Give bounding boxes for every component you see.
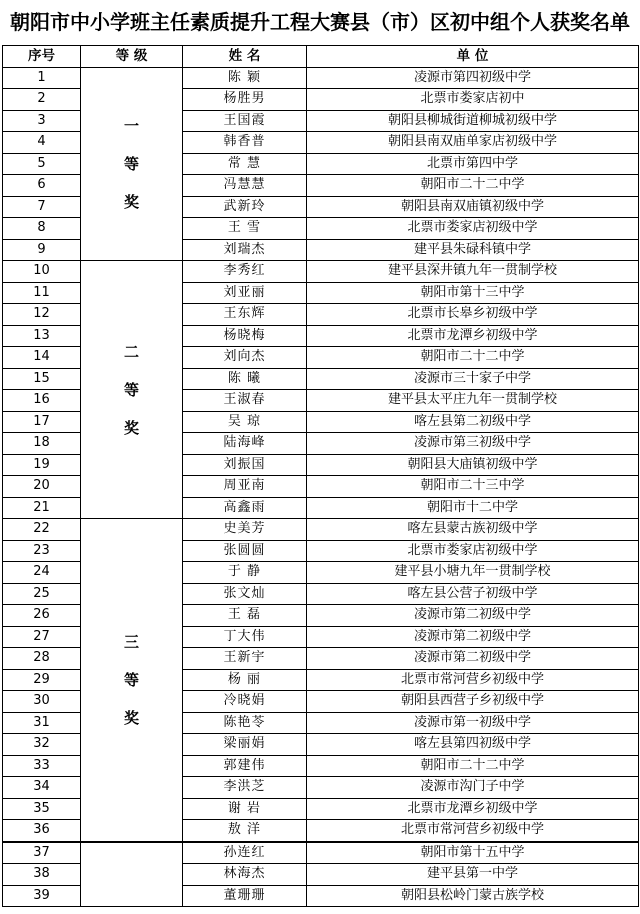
award-level-char: 等: [123, 380, 139, 399]
winner-name: 史美芳: [183, 519, 307, 541]
winner-school: 北票市龙潭乡初级中学: [307, 798, 639, 820]
winner-name: 李秀红: [183, 261, 307, 283]
winner-school: 北票市龙潭乡初级中学: [307, 325, 639, 347]
row-number: 15: [3, 368, 81, 390]
award-level-char: 奖: [123, 418, 139, 437]
winner-name: 陆海峰: [183, 433, 307, 455]
winner-school: 北票市娄家店初级中学: [307, 540, 639, 562]
winner-school: 北票市常河营乡初级中学: [307, 820, 639, 842]
row-number: 29: [3, 669, 81, 691]
row-number: 2: [3, 89, 81, 111]
winner-name: 刘振国: [183, 454, 307, 476]
winner-school: 北票市第四中学: [307, 153, 639, 175]
row-number: 32: [3, 734, 81, 756]
winner-school: 朝阳市二十二中学: [307, 755, 639, 777]
award-level-cell: [81, 261, 183, 519]
row-number: 27: [3, 626, 81, 648]
winner-school: 建平县第一中学: [307, 864, 639, 886]
row-number: 6: [3, 175, 81, 197]
winner-school: 北票市常河营乡初级中学: [307, 669, 639, 691]
winner-name: 韩香普: [183, 132, 307, 154]
winner-school: 建平县朱碌科镇中学: [307, 239, 639, 261]
winner-name: 陈 颖: [183, 67, 307, 89]
winner-name: 敖 洋: [183, 820, 307, 842]
row-number: 3: [3, 110, 81, 132]
winner-name: 高鑫雨: [183, 497, 307, 519]
winner-name: 王 雪: [183, 218, 307, 240]
winner-name: 冷晓娟: [183, 691, 307, 713]
winner-name: 王东辉: [183, 304, 307, 326]
award-level-char: 一: [123, 116, 139, 135]
row-number: 10: [3, 261, 81, 283]
row-number: 22: [3, 519, 81, 541]
winner-school: 北票市娄家店初中: [307, 89, 639, 111]
row-number: 18: [3, 433, 81, 455]
table-row: [3, 519, 639, 541]
table-row: [3, 842, 639, 864]
award-level-label: [81, 633, 182, 727]
winner-name: 杨胜男: [183, 89, 307, 111]
winner-school: 凌源市第二初级中学: [307, 648, 639, 670]
winner-school: 朝阳县大庙镇初级中学: [307, 454, 639, 476]
award-level-label: [81, 343, 182, 437]
header-no: 序号: [3, 46, 81, 68]
winner-school: 建平县小塘九年一贯制学校: [307, 562, 639, 584]
winner-name: 林海杰: [183, 864, 307, 886]
winner-school: 朝阳市十二中学: [307, 497, 639, 519]
winner-school: 朝阳县松岭门蒙古族学校: [307, 885, 639, 907]
row-number: 7: [3, 196, 81, 218]
header-name: 姓 名: [183, 46, 307, 68]
row-number: 28: [3, 648, 81, 670]
winner-name: 丁大伟: [183, 626, 307, 648]
winner-name: 常 慧: [183, 153, 307, 175]
winner-school: 朝阳市第十五中学: [307, 842, 639, 864]
header-level: 等 级: [81, 46, 183, 68]
header-unit: 单 位: [307, 46, 639, 68]
row-number: 4: [3, 132, 81, 154]
winner-school: 北票市娄家店初级中学: [307, 218, 639, 240]
award-level-cell: [81, 67, 183, 261]
page-title: 朝阳市中小学班主任素质提升工程大赛县（市）区初中组个人获奖名单: [10, 10, 630, 34]
winner-school: 喀左县第二初级中学: [307, 411, 639, 433]
row-number: 19: [3, 454, 81, 476]
award-level-char: 三: [123, 632, 139, 651]
winner-name: 周亚南: [183, 476, 307, 498]
winner-school: 凌源市三十家子中学: [307, 368, 639, 390]
winner-name: 王淑春: [183, 390, 307, 412]
row-number: 38: [3, 864, 81, 886]
winner-name: 杨 丽: [183, 669, 307, 691]
winner-school: 朝阳县南双庙单家店初级中学: [307, 132, 639, 154]
winner-school: 喀左县第四初级中学: [307, 734, 639, 756]
winner-school: 北票市长皋乡初级中学: [307, 304, 639, 326]
winner-name: 陈 曦: [183, 368, 307, 390]
winner-name: 陈艳苓: [183, 712, 307, 734]
winner-name: 刘瑞杰: [183, 239, 307, 261]
winner-school: 凌源市第二初级中学: [307, 626, 639, 648]
award-level-char: 等: [123, 670, 139, 689]
table-row: [3, 261, 639, 283]
winner-school: 建平县太平庄九年一贯制学校: [307, 390, 639, 412]
winner-school: 喀左县蒙古族初级中学: [307, 519, 639, 541]
row-number: 35: [3, 798, 81, 820]
award-level-char: 奖: [123, 708, 139, 727]
winner-name: 吴 琼: [183, 411, 307, 433]
row-number: 13: [3, 325, 81, 347]
row-number: 12: [3, 304, 81, 326]
winner-school: 朝阳县南双庙镇初级中学: [307, 196, 639, 218]
winner-name: 王 磊: [183, 605, 307, 627]
row-number: 36: [3, 820, 81, 842]
winner-name: 王新宇: [183, 648, 307, 670]
row-number: 5: [3, 153, 81, 175]
winner-school: 凌源市第三初级中学: [307, 433, 639, 455]
row-number: 24: [3, 562, 81, 584]
row-number: 9: [3, 239, 81, 261]
winner-name: 于 静: [183, 562, 307, 584]
row-number: 8: [3, 218, 81, 240]
winner-name: 武新玲: [183, 196, 307, 218]
winner-name: 董珊珊: [183, 885, 307, 907]
winner-name: 孙连红: [183, 842, 307, 864]
row-number: 21: [3, 497, 81, 519]
winner-name: 梁丽娟: [183, 734, 307, 756]
row-number: 25: [3, 583, 81, 605]
table-row: [3, 67, 639, 89]
winner-school: 凌源市第四初级中学: [307, 67, 639, 89]
header-row: [3, 46, 639, 68]
winner-name: 张圆圆: [183, 540, 307, 562]
row-number: 14: [3, 347, 81, 369]
winner-school: 朝阳县柳城街道柳城初级中学: [307, 110, 639, 132]
winner-name: 杨晓梅: [183, 325, 307, 347]
row-number: 37: [3, 842, 81, 864]
row-number: 11: [3, 282, 81, 304]
table-body: [3, 67, 639, 907]
row-number: 23: [3, 540, 81, 562]
award-level-cell: [81, 842, 183, 907]
winner-name: 谢 岩: [183, 798, 307, 820]
winner-school: 喀左县公营子初级中学: [307, 583, 639, 605]
winner-school: 朝阳市二十三中学: [307, 476, 639, 498]
winner-name: 王国霞: [183, 110, 307, 132]
winner-school: 建平县深井镇九年一贯制学校: [307, 261, 639, 283]
winner-school: 凌源市第一初级中学: [307, 712, 639, 734]
winner-school: 凌源市沟门子中学: [307, 777, 639, 799]
winner-school: 朝阳市二十二中学: [307, 347, 639, 369]
row-number: 20: [3, 476, 81, 498]
winner-name: 冯慧慧: [183, 175, 307, 197]
row-number: 16: [3, 390, 81, 412]
winner-school: 朝阳市二十二中学: [307, 175, 639, 197]
winner-name: 刘向杰: [183, 347, 307, 369]
award-level-char: 二: [123, 342, 139, 361]
row-number: 1: [3, 67, 81, 89]
winner-name: 张文灿: [183, 583, 307, 605]
award-level-char: 等: [123, 154, 139, 173]
row-number: 34: [3, 777, 81, 799]
row-number: 39: [3, 885, 81, 907]
row-number: 26: [3, 605, 81, 627]
row-number: 17: [3, 411, 81, 433]
winner-school: 凌源市第二初级中学: [307, 605, 639, 627]
winner-name: 郭建伟: [183, 755, 307, 777]
row-number: 30: [3, 691, 81, 713]
award-level-label: [81, 117, 182, 211]
award-table: [2, 45, 639, 907]
winner-school: 朝阳市第十三中学: [307, 282, 639, 304]
row-number: 33: [3, 755, 81, 777]
row-number: 31: [3, 712, 81, 734]
award-level-cell: [81, 519, 183, 842]
winner-name: 刘亚丽: [183, 282, 307, 304]
award-level-char: 奖: [123, 192, 139, 211]
winner-name: 李洪芝: [183, 777, 307, 799]
winner-school: 朝阳县西营子乡初级中学: [307, 691, 639, 713]
